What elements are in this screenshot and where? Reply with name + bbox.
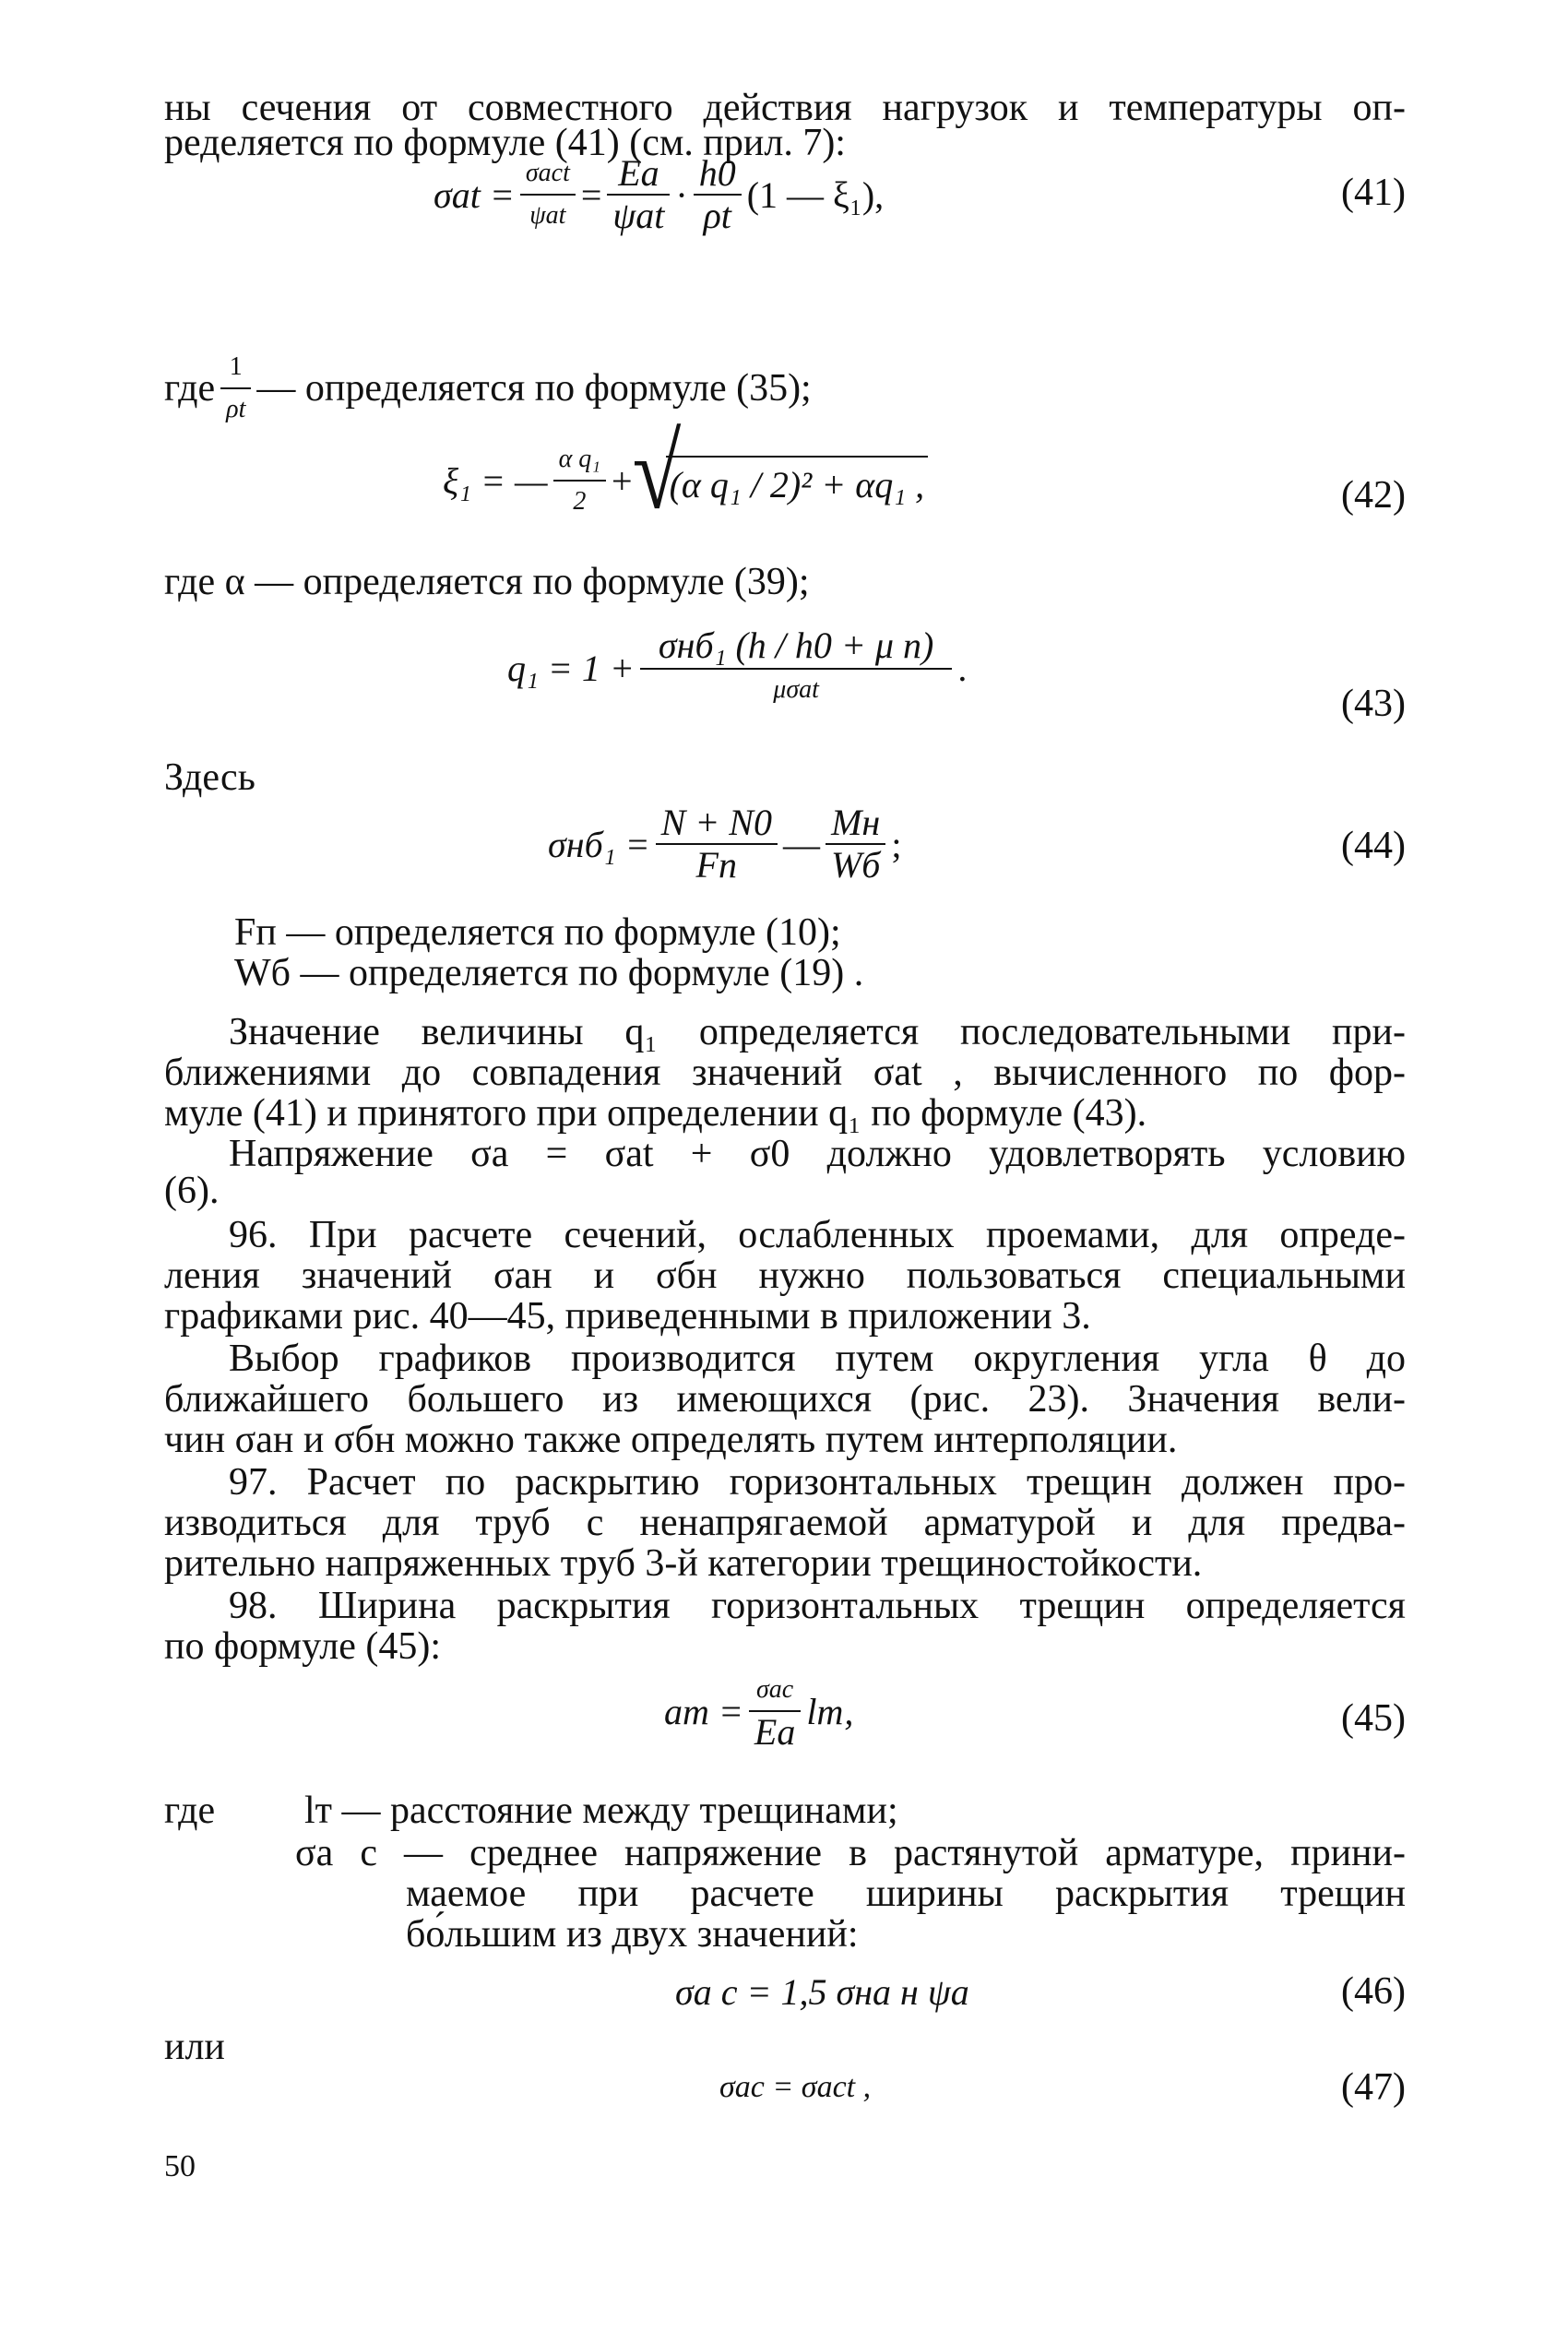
text-line: ления значений σан и σбн нужно пользоваться специальными [164, 1255, 1406, 1297]
text-line: графиками рис. 40—45, приведенными в приложении 3. [164, 1295, 1091, 1338]
equation-number-41: (41) [1341, 172, 1406, 214]
equation-45: aт = $\frac{\text{σас}}{Ea}$ lт, [664, 1671, 853, 1751]
text-line: Fп — определяется по формуле (10); [234, 911, 841, 954]
equation-number-44: (44) [1341, 825, 1406, 867]
text-line: Значение величины q₁ определяется последовательными при- [229, 1011, 1406, 1053]
equation-43: q₁ = 1 + $\frac{\text{σнб₁ (h / h0 + μ n)}}{\text{μσat}}$ . [507, 624, 968, 704]
text-line: где [164, 1790, 216, 1832]
text-line: рительно напряженных труб 3-й категории трещиностойкости. [164, 1542, 1203, 1585]
text-line: 96. При расчете сечений, ослабленных проемами, для опреде- [229, 1214, 1406, 1256]
text-line: ределяется по формуле (41) (см. прил. 7): [164, 122, 846, 164]
equation-number-42: (42) [1341, 474, 1406, 517]
equation-41: σat = $\frac{\text{σact}}{\text{ψat}}$ = $\frac{Ea}{\text{ψat}}$ · $\frac{h0}{\rho t}$ (1 — ξ₁), [434, 152, 885, 236]
text-line: ны сечения от совместного действия нагрузок и температуры оп- [164, 87, 1406, 129]
text-line: где α — определяется по формуле (39); [164, 561, 810, 603]
text-line: 97. Расчет по раскрытию горизонтальных трещин должен про- [229, 1461, 1406, 1504]
text-line: бо́льшим из двух значений: [406, 1913, 859, 1956]
equation-number-47: (47) [1341, 2066, 1406, 2109]
where-clause-1: где $\frac{1}{\rho t}$ — определяется по формуле (35); [164, 349, 812, 428]
text-line: муле (41) и принятого при определении q₁ по формуле (43). [164, 1092, 1147, 1135]
text-line: ближайшего большего из имеющихся (рис. 23). Значения вели- [164, 1378, 1406, 1421]
text-line: или [164, 2026, 225, 2068]
text-line: изводиться для труб с ненапрягаемой арматурой и для предва- [164, 1502, 1406, 1544]
page-number: 50 [164, 2149, 196, 2183]
equation-44: σнб₁ = $\frac{N + N0}{Fп}$ — $\frac{Mн}{Wб}$ ; [548, 802, 902, 886]
equation-number-43: (43) [1341, 683, 1406, 725]
text-line: ближениями до совпадения значений σat , вычисленного по фор- [164, 1052, 1406, 1094]
equation-number-46: (46) [1341, 1970, 1406, 2013]
text-line: маемое при расчете ширины раскрытия трещин [406, 1873, 1406, 1915]
text-line: Напряжение σa = σat + σ0 должно удовлетворять условию [229, 1133, 1406, 1175]
equation-47: σас = σасt , [719, 2070, 872, 2104]
sqrt-sign: √ (α q₁ / 2)² + αq₁ , [633, 456, 929, 506]
text-line: 98. Ширина раскрытия горизонтальных трещин определяется [229, 1585, 1406, 1627]
text-line: по формуле (45): [164, 1625, 442, 1668]
text-line: Wб — определяется по формуле (19) . [234, 952, 864, 994]
text-line: чин σан и σбн можно также определять путем интерполяции. [164, 1419, 1178, 1461]
text-line: Здесь [164, 756, 255, 799]
equation-42: ξ₁ = — $\frac{\text{α q₁}}{2}$ + √ (α q₁ / 2)² + αq₁ , [443, 441, 928, 520]
equation-46: σа с = 1,5 σна н ψа [675, 1971, 969, 2013]
text-line: σа с — среднее напряжение в растянутой арматуре, прини- [295, 1832, 1406, 1874]
text-line: lт — расстояние между трещинами; [304, 1790, 898, 1832]
text-line: (6). [164, 1170, 220, 1212]
text-line: Выбор графиков производится путем округления угла θ до [229, 1338, 1406, 1380]
equation-number-45: (45) [1341, 1697, 1406, 1740]
